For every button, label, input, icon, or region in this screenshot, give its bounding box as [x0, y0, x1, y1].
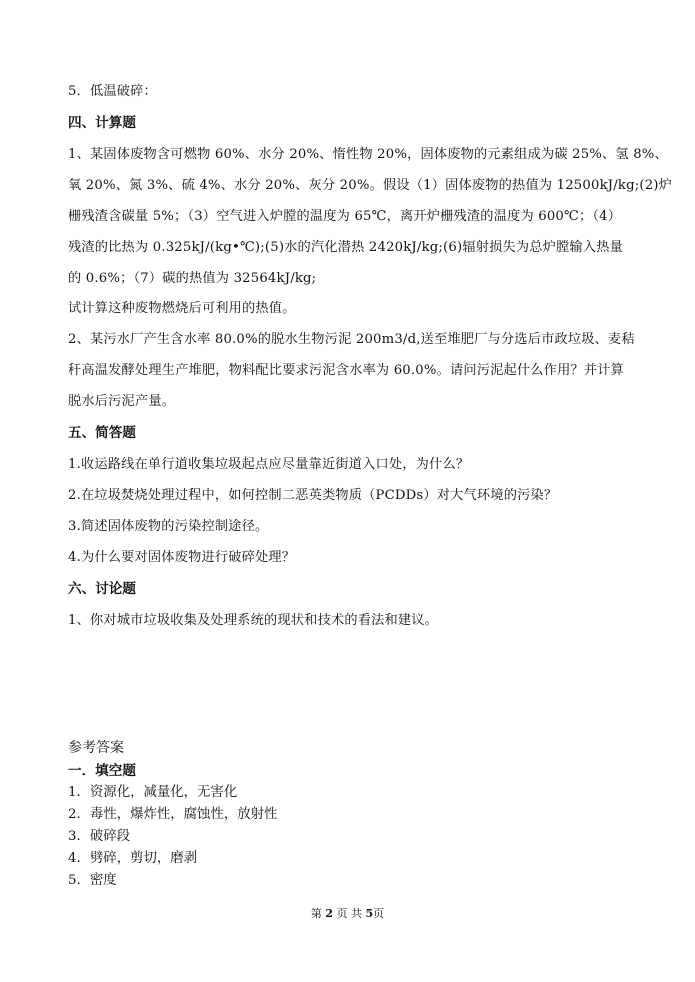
section-6-title: 六、讨论题 — [68, 581, 136, 597]
answers-title: 参考答案 — [68, 740, 124, 756]
question-1-line-4: 残渣的比热为 0.325kJ/(kg•℃);(5)水的汽化潜热 2420kJ/kg;(6)辐射损失为总炉膛输入热量 — [68, 240, 623, 255]
question-2-line-1: 2、某污水厂产生含水率 80.0%的脱水生物污泥 200m3/d,送至堆肥厂与分选后市政垃圾、麦秸 — [68, 332, 635, 347]
footer-total-pages: 5 — [365, 907, 374, 920]
question-1-line-5: 的 0.6%；（7）碳的热值为 32564kJ/kg; — [68, 271, 317, 286]
short-answer-1: 1.收运路线在单行道收集垃圾起点应尽量靠近街道入口处，为什么？ — [68, 457, 470, 472]
item-5-low-temp-crushing: 5．低温破碎： — [68, 84, 157, 99]
short-answer-3: 3.简述固体废物的污染控制途径。 — [68, 519, 269, 534]
question-1-line-2: 氧 20%、氮 3%、硫 4%、水分 20%、灰分 20%。假设（1）固体废物的热值为 12500kJ/kg;(2)炉 — [68, 178, 673, 193]
question-1-line-6: 试计算这种废物燃烧后可利用的热值。 — [68, 301, 296, 316]
answer-2: 2．毒性，爆炸性，腐蚀性，放射性 — [68, 807, 278, 822]
discussion-1: 1、你对城市垃圾收集及处理系统的现状和技术的看法和建议。 — [68, 613, 439, 628]
answer-4: 4．劈碎，剪切，磨剥 — [68, 851, 198, 866]
answer-3: 3．破碎段 — [68, 829, 131, 844]
answer-5: 5．密度 — [68, 873, 117, 888]
footer-suffix: 页 — [373, 907, 385, 920]
section-4-title: 四、计算题 — [68, 115, 136, 131]
short-answer-4: 4.为什么要对固体废物进行破碎处理？ — [68, 550, 296, 565]
question-2-line-2: 秆高温发酵处理生产堆肥，物料配比要求污泥含水率为 60.0%。请问污泥起什么作用？并计算 — [68, 363, 625, 378]
answer-1: 1．资源化，减量化，无害化 — [68, 785, 238, 800]
short-answer-2: 2.在垃圾焚烧处理过程中，如何控制二恶英类物质（PCDDs）对大气环境的污染？ — [68, 488, 558, 503]
question-1-line-1: 1、某固体废物含可燃物 60%、水分 20%、惰性物 20%，固体废物的元素组成为碳 25%、氢 8%、 — [68, 147, 668, 162]
footer-page-number: 2 — [325, 907, 333, 920]
section-5-title: 五、简答题 — [68, 425, 136, 441]
question-1-line-3: 栅残渣含碳量 5%；（3）空气进入炉膛的温度为 65℃，离开炉栅残渣的温度为 600℃；（4） — [68, 209, 622, 224]
footer-middle: 页 共 — [336, 907, 362, 920]
answers-section-1-title: 一．填空题 — [68, 763, 136, 779]
question-2-line-3: 脱水后污泥产量。 — [68, 394, 176, 409]
footer-prefix: 第 — [310, 907, 322, 920]
page-footer — [0, 905, 695, 921]
